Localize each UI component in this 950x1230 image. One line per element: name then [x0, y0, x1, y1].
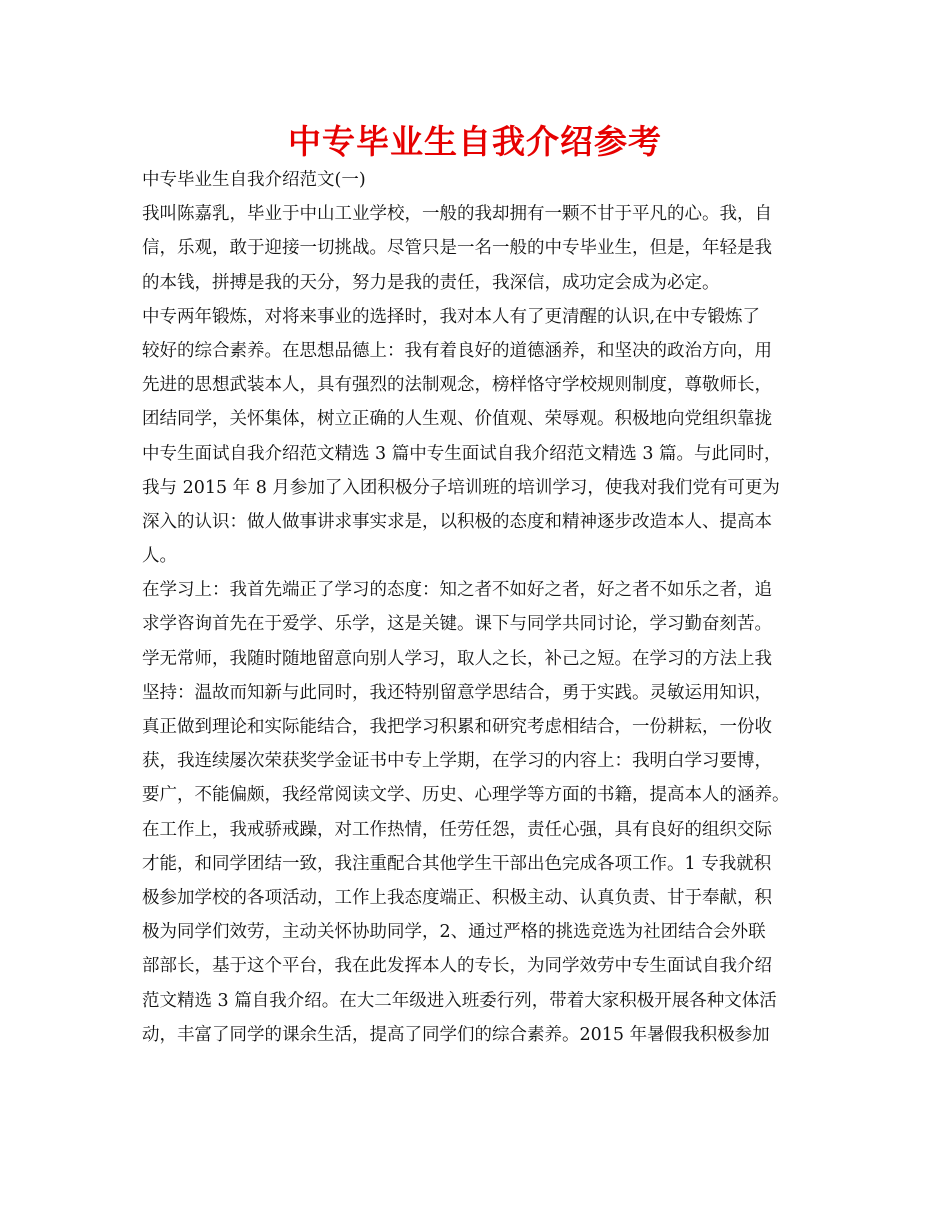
document-title: 中专毕业生自我介绍参考: [288, 122, 662, 161]
body-line: 先进的思想武装本人，具有强烈的法制观念，榜样恪守学校规则制度，尊敬师长，: [142, 375, 772, 396]
body-line: 中专毕业生自我介绍范文(一): [142, 170, 366, 190]
body-line: 坚持：温故而知新与此同时，我还特别留意学思结合，勇于实践。灵敏运用知识，: [142, 682, 772, 703]
body-line: 极为同学们效劳，主动关怀协助同学，2、通过严格的挑选竞选为社团结合会外联: [142, 922, 766, 943]
body-line: 我叫陈嘉乳，毕业于中山工业学校，一般的我却拥有一颗不甘于平凡的心。我，自: [142, 204, 772, 225]
body-line: 团结同学，关怀集体，树立正确的人生观、价值观、荣辱观。积极地向党组织靠拢: [142, 409, 772, 430]
body-line: 人。: [142, 546, 177, 567]
body-line: 深入的认识：做人做事讲求事实求是，以积极的态度和精神逐步改造本人、提高本: [142, 511, 772, 532]
body-line: 我与 2015 年 8 月参加了入团积极分子培训班的培训学习，使我对我们党有可更为: [142, 477, 780, 498]
document-body: [142, 163, 822, 1052]
body-line: 部部长，基于这个平台，我在此发挥本人的专长，为同学效劳中专生面试自我介绍: [142, 956, 772, 977]
body-line: 极参加学校的各项活动，工作上我态度端正、积极主动、认真负责、甘于奉献，积: [142, 887, 772, 908]
body-line: 中专生面试自我介绍范文精选 3 篇中专生面试自我介绍范文精选 3 篇。与此同时，: [142, 443, 782, 464]
body-line: 范文精选 3 篇自我介绍。在大二年级进入班委行列，带着大家积极开展各种文体活: [142, 990, 777, 1011]
body-line: 动，丰富了同学的课余生活，提高了同学们的综合素养。2015 年暑假我积极参加: [142, 1024, 770, 1045]
body-line: 较好的综合素养。在思想品德上：我有着良好的道德涵养，和坚决的政治方向，用: [142, 340, 772, 361]
body-line: 中专两年锻炼，对将来事业的选择时，我对本人有了更清醒的认识,在中专锻炼了: [142, 306, 761, 327]
body-line: 学无常师，我随时随地留意向别人学习，取人之长，补己之短。在学习的方法上我: [142, 648, 772, 669]
body-line: 在工作上，我戒骄戒躁，对工作热情，任劳任怨，责任心强，具有良好的组织交际: [142, 819, 772, 840]
body-line: 在学习上：我首先端正了学习的态度：知之者不如好之者，好之者不如乐之者，追: [142, 580, 772, 601]
body-line: 要广，不能偏颇，我经常阅读文学、历史、心理学等方面的书籍，提高本人的涵养。: [142, 785, 790, 806]
body-line: 才能，和同学团结一致，我注重配合其他学生干部出色完成各项工作。1 专我就积: [142, 853, 772, 874]
body-line: 获，我连续屡次荣获奖学金证书中专上学期，在学习的内容上：我明白学习要博，: [142, 751, 772, 772]
body-line: 的本钱，拼搏是我的天分，努力是我的责任，我深信，成功定会成为必定。: [142, 272, 720, 293]
body-line: 信，乐观，敢于迎接一切挑战。尽管只是一名一般的中专毕业生，但是，年轻是我: [142, 238, 772, 259]
body-line: 求学咨询首先在于爱学、乐学，这是关键。课下与同学共同讨论，学习勤奋刻苦。: [142, 614, 772, 635]
body-line: 真正做到理论和实际能结合，我把学习积累和研究考虑相结合，一份耕耘，一份收: [142, 717, 772, 737]
